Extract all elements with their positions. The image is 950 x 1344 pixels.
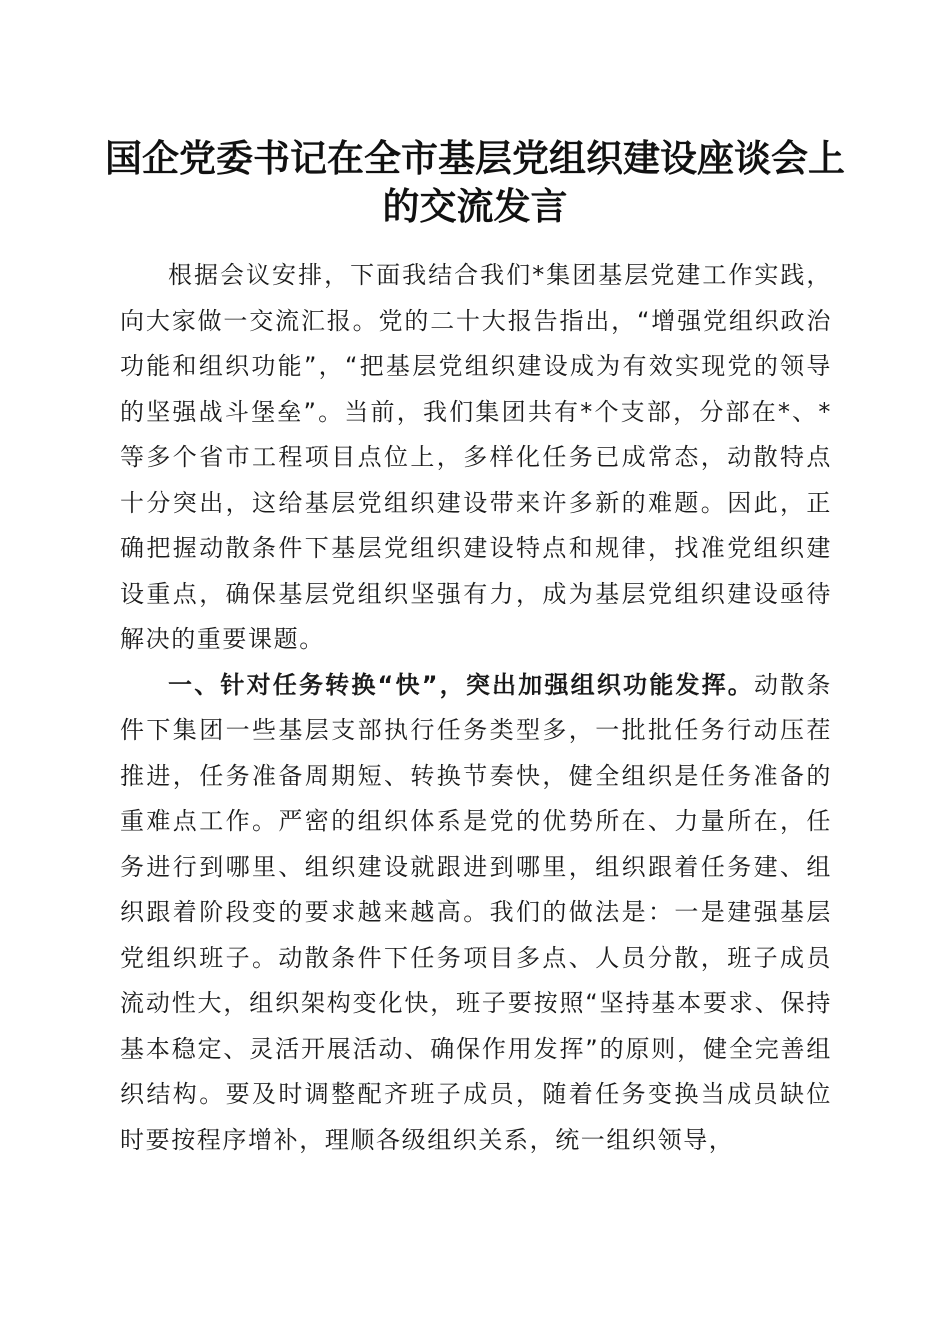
paragraph-section-1 bbox=[120, 663, 832, 1164]
paragraph-text: 根据会议安排，下面我结合我们*集团基层党建工作实践，向大家做一交流汇报。党的二十大报告指出，“增强党组织政治功能和组织功能”，“把基层党组织建设成为有效实现党的领导的坚强战斗堡垒”。当前，我们集团共有*个支部，分部在*、*等多个省市工程项目点位上，多样化任务已成常态，动散特点十分突出，这给基层党组织建设带来许多新的难题。因此，正确把握动散条件下基层党组织建设特点和规律，找准党组织建设重点，确保基层党组织坚强有力，成为基层党组织建设亟待解决的重要课题。 bbox=[120, 261, 832, 653]
document-body bbox=[120, 253, 832, 1163]
paragraph-text: 动散条件下集团一些基层支部执行任务类型多，一批批任务行动压茬推进，任务准备周期短、转换节奏快，健全组织是任务准备的重难点工作。严密的组织体系是党的优势所在、力量所在，任务进行到哪里、组织建设就跟进到哪里，组织跟着任务建、组织跟着阶段变的要求越来越高。我们的做法是：一是建强基层党组织班子。动散条件下任务项目多点、人员分散，班子成员流动性大，组织架构变化快，班子要按照“坚持基本要求、保持基本稳定、灵活开展活动、确保作用发挥”的原则，健全完善组织结构。要及时调整配齐班子成员，随着任务变换当成员缺位时要按程序增补，理顺各级组织关系，统一组织领导， bbox=[120, 670, 832, 1154]
section-heading: 一、针对任务转换“快”，突出加强组织功能发挥。 bbox=[168, 670, 754, 699]
paragraph-intro bbox=[120, 253, 832, 663]
title-line-1: 国企党委书记在全市基层党组织建设座谈会上 bbox=[105, 136, 845, 180]
title-line-2: 的交流发言 bbox=[382, 184, 568, 228]
document-title bbox=[100, 134, 850, 230]
